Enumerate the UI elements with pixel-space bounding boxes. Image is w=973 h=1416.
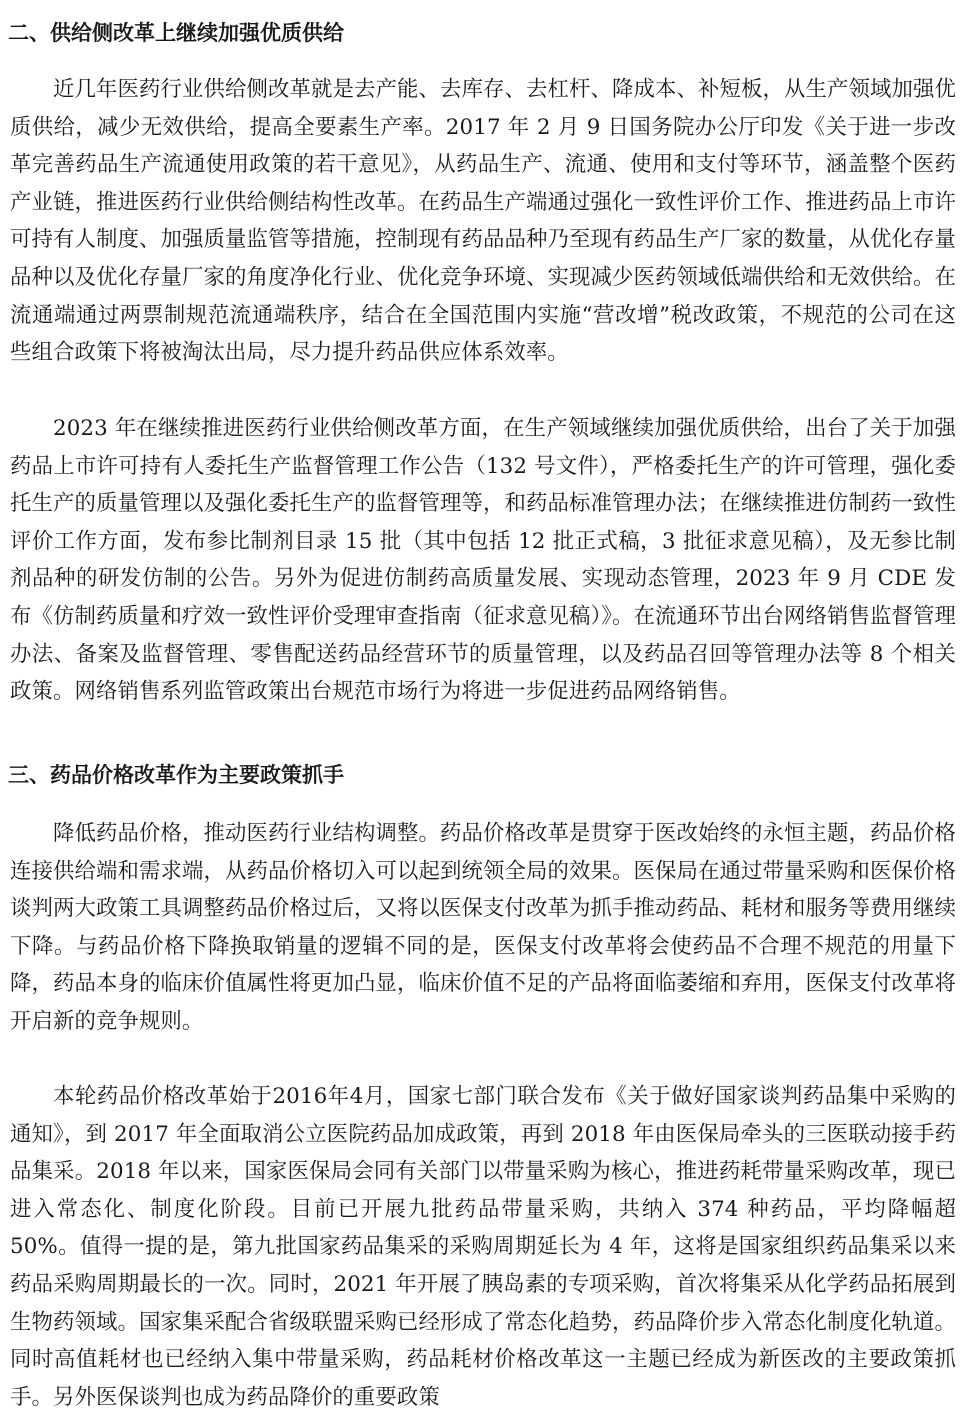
paragraph-drug-price-reform-overview: 降低药品价格，推动医药行业结构调整。药品价格改革是贯穿于医改始终的永恒主题，药品价格连接供给端和需求端，从药品价格切入可以起到统领全局的效果。医保局在通过带量采购和医保价格谈判两大政策工具调整药品价格过后，又将以医保支付改革为抓手推动药品、耗材和服务等费用继续下降。与药品价格下降换取销量的逻辑不同的是，医保支付改革将会使药品不合理不规范的用量下降，药品本身的临床价值属性将更加凸显，临床价值不足的产品将面临萎缩和弃用，医保支付改革将开启新的竞争规则。 (10, 821, 956, 1034)
section-heading-drug-price-reform: 三、药品价格改革作为主要政策抓手 (8, 763, 344, 787)
paragraph-price-reform-history: 本轮药品价格改革始于2016年4月，国家七部门联合发布《关于做好国家谈判药品集中采购的通知》，到 2017 年全面取消公立医院药品加成政策，再到 2018 年由医保局牵头的三医联动接手药品集采。2018 年以来，国家医保局会同有关部门以带量采购为核心，推进药耗带量采购改革，现已进入常态化、制度化阶段。目前已开展九批药品带量采购，共纳入 374 种药品，平均降幅超 50%。值得一提的是，第九批国家药品集采的采购周期延长为 4 年，这将是国家组织药品集采以来药品采购周期最长的一次。同时，2021 年开展了胰岛素的专项采购，首次将集采从化学药品拓展到生物药领域。国家集采配合省级联盟采购已经形成了常态化趋势，药品降价步入常态化制度化轨道。同时高值耗材也已经纳入集中带量采购，药品耗材价格改革这一主题已经成为新医改的主要政策抓手。另外医保谈判也成为药品降价的重要政策 (10, 1084, 956, 1410)
paragraph-supply-side-reform-overview: 近几年医药行业供给侧改革就是去产能、去库存、去杠杆、降成本、补短板，从生产领域加强优质供给，减少无效供给，提高全要素生产率。2017 年 2 月 9 日国务院办公厅印发《关于进一步改革完善药品生产流通使用政策的若干意见》，从药品生产、流通、使用和支付等环节，涵盖整个医药产业链，推进医药行业供给侧结构性改革。在药品生产端通过强化一致性评价工作、推进药品上市许可持有人制度、加强质量监管等措施，控制现有药品品种乃至现有药品生产厂家的数量，从优化存量品种以及优化存量厂家的角度净化行业、优化竞争环境、实现减少医药领域低端供给和无效供给。在流通端通过两票制规范流通端秩序，结合在全国范围内实施“营改增”税改政策，不规范的公司在这些组合政策下将被淘汰出局，尽力提升药品供应体系效率。 (10, 77, 956, 366)
section-heading-supply-side-reform: 二、供给侧改革上继续加强优质供给 (8, 21, 344, 45)
paragraph-2023-supply-side-progress: 2023 年在继续推进医药行业供给侧改革方面，在生产领域继续加强优质供给，出台了关于加强药品上市许可持有人委托生产监督管理工作公告（132 号文件），严格委托生产的许可管理，强化委托生产的质量管理以及强化委托生产的监督管理等，和药品标准管理办法；在继续推进仿制药一致性评价工作方面，发布参比制剂目录 15 批（其中包括 12 批正式稿，3 批征求意见稿），及无参比制剂品种的研发仿制的公告。另外为促进仿制药高质量发展、实现动态管理，2023 年 9 月 CDE 发布《仿制药质量和疗效一致性评价受理审查指南（征求意见稿）》。在流通环节出台网络销售监督管理办法、备案及监督管理、零售配送药品经营环节的质量管理，以及药品召回等管理办法等 8 个相关政策。网络销售系列监管政策出台规范市场行为将进一步促进药品网络销售。 (10, 416, 956, 705)
